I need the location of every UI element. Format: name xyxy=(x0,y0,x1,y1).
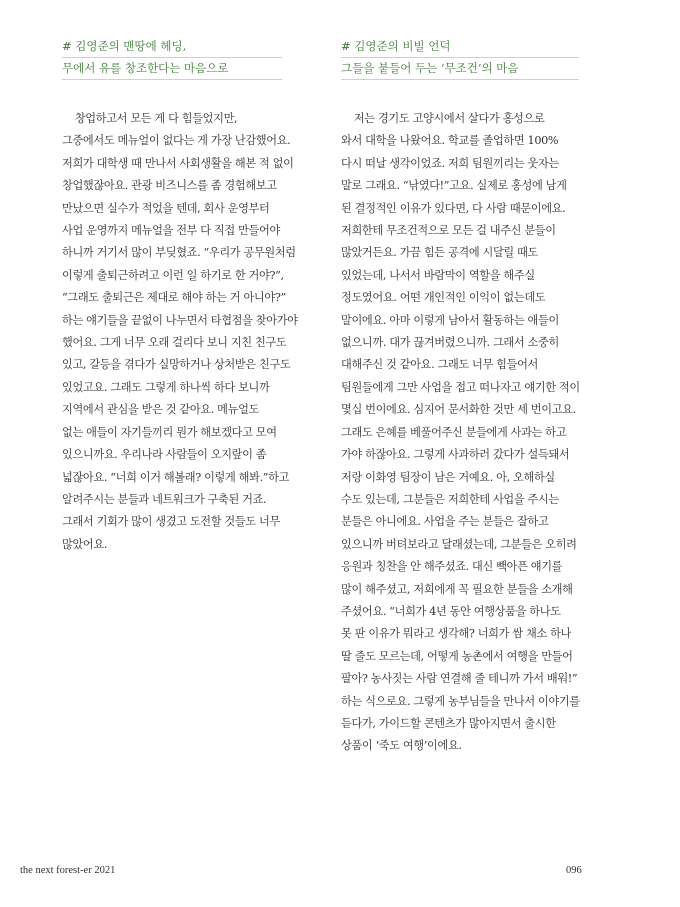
right-paragraph-line: 그래도 은혜를 베풀어주신 분들에게 사과는 하고 xyxy=(341,425,567,439)
left-paragraph-line: 저희가 대학생 때 만나서 사회생활을 해본 적 없이 xyxy=(62,156,294,170)
right-paragraph-line: 대해주신 것 같아요. 그래도 너무 힘들어서 xyxy=(341,358,539,372)
right-paragraph-line: 응원과 칭찬을 안 해주셨죠. 대신 빽아픈 얘기를 xyxy=(341,560,563,574)
right-paragraph-line: 된 결정적인 이유가 있다면, 다 사람 때문이에요. xyxy=(341,201,566,215)
left-heading-line-2: 무에서 유를 창조한다는 마음으로 xyxy=(62,58,282,80)
right-heading-line-1: # 김영준의 비빌 언덕 xyxy=(341,36,579,58)
right-paragraph-line: 저는 경기도 고양시에서 살다가 홍성으로 xyxy=(341,112,545,125)
publication-name: the next forest-er 2021 xyxy=(20,865,116,876)
right-paragraph-line: 저희한테 무조건적으로 모든 걸 내주신 분들이 xyxy=(341,224,556,238)
right-column xyxy=(341,36,579,758)
right-paragraph-line: 분들은 아니에요. 사업을 주는 분들은 잘하고 xyxy=(341,515,549,529)
left-body-text xyxy=(62,108,298,556)
left-paragraph-line: 하는 얘기들을 끝없이 나누면서 타협점을 찾아가야 xyxy=(62,313,298,327)
right-paragraph-line: 많았거든요. 가끔 힘든 공격에 시달릴 때도 xyxy=(341,246,539,260)
left-paragraph-line: 그중에서도 메뉴얼이 없다는 게 가장 난감했어요. xyxy=(62,134,291,148)
left-paragraph-line: 그래서 기회가 많이 생겼고 도전할 것들도 너무 xyxy=(62,515,280,529)
right-paragraph-line: 수도 있는데, 그분들은 저희한테 사업을 주시는 xyxy=(341,492,559,506)
left-paragraph-line: 있었고요. 그래도 그렇게 하나씩 하다 보니까 xyxy=(62,380,270,394)
left-paragraph-line: 창업했잖아요. 관광 비즈니스를 좀 경험해보고 xyxy=(62,179,277,193)
right-paragraph-line: 듣다가, 가이드할 콘텐츠가 많아지면서 출시한 xyxy=(341,716,556,730)
left-column xyxy=(62,36,298,556)
left-paragraph-line: 없는 애들이 자기들끼리 뭔가 해보겠다고 모여 xyxy=(62,425,277,439)
left-paragraph-line: 하니까 거기서 많이 부딪혔죠. “우리가 공무원처럼 xyxy=(62,246,296,260)
right-paragraph-line: 몇십 번이에요. 심지어 문서화한 것만 세 번이고요. xyxy=(341,403,576,417)
right-paragraph-line: 못 판 이유가 뭐라고 생각해? 너희가 쌈 채소 하나 xyxy=(341,627,571,641)
right-paragraph-line: 와서 대학을 나왔어요. 학교를 졸업하면 100% xyxy=(341,134,559,148)
right-paragraph-line: 있었는데, 나서서 바람막이 역할을 해주실 xyxy=(341,268,535,282)
left-paragraph-line: 창업하고서 모든 게 다 힘들었지만, xyxy=(62,112,238,125)
right-paragraph-line: 가야 하잖아요. 그렇게 사과하러 갔다가 설득돼서 xyxy=(341,448,570,462)
left-paragraph-line: 있고, 갈등을 겪다가 실망하거나 상처받은 친구도 xyxy=(62,358,291,372)
right-paragraph-line: 말이에요. 아마 이렇게 남아서 활동하는 애들이 xyxy=(341,313,559,327)
right-paragraph-line: 하는 식으로요. 그렇게 농부님들을 만나서 이야기를 xyxy=(341,694,580,708)
right-paragraph-line: 다시 떠날 생각이었죠. 저희 팀원끼리는 웃자는 xyxy=(341,156,559,170)
left-heading-line-1: # 김영준의 맨땅에 헤딩, xyxy=(62,36,282,58)
page-number: 096 xyxy=(566,865,582,876)
right-paragraph-line: 팀원들에게 그만 사업을 접고 떠나자고 얘기한 적이 xyxy=(341,380,580,394)
left-paragraph-line: 있으니까요. 우리나라 사람들이 오지랖이 좀 xyxy=(62,448,267,462)
left-paragraph-line: 넓잖아요. “너희 이거 해볼래? 이렇게 해봐.”하고 xyxy=(62,470,290,484)
left-paragraph-line: 만났으면 실수가 적었을 텐데, 회사 운영부터 xyxy=(62,201,270,215)
left-paragraph-line: 이렇게 출퇴근하려고 이런 일 하기로 한 거야?”, xyxy=(62,268,284,282)
right-paragraph-line: 저랑 이화영 팀장이 남은 거예요. 아, 오해하실 xyxy=(341,470,555,484)
left-paragraph-line: 알려주시는 분들과 네트워크가 구축된 거죠. xyxy=(62,492,267,506)
right-body-text xyxy=(341,108,579,758)
right-paragraph-line: 있으니까 버텨보라고 달래셨는데, 그분들은 오히려 xyxy=(341,537,577,551)
right-paragraph-line: 딸 줄도 모르는데, 어떻게 농촌에서 여행을 만들어 xyxy=(341,649,573,663)
right-paragraph-line: 팔아? 농사짓는 사람 연결해 줄 테니까 가서 배워!” xyxy=(341,672,578,686)
left-paragraph-line: 했어요. 그게 너무 오래 걸리다 보니 지친 친구도 xyxy=(62,336,287,350)
right-paragraph-line: 상품이 ‘죽도 여행’이에요. xyxy=(341,739,462,753)
left-paragraph-line: “그래도 출퇴근은 제대로 해야 하는 거 아니야?” xyxy=(62,291,286,305)
right-heading-line-2: 그들을 붙들어 두는 ‘무조건’의 마음 xyxy=(341,58,579,80)
left-paragraph-line: 사업 운영까지 메뉴얼을 전부 다 직접 만들어야 xyxy=(62,224,280,238)
right-paragraph-line: 많이 해주셨고, 저희에게 꼭 필요한 분들을 소개해 xyxy=(341,582,573,596)
left-paragraph-line: 지역에서 관심을 받은 것 같아요. 메뉴얼도 xyxy=(62,403,260,417)
right-paragraph-line: 정도였어요. 어떤 개인적인 이익이 없는데도 xyxy=(341,291,546,305)
right-paragraph-line: 없으니까. 대가 끊겨버렸으니까. 그래서 소중히 xyxy=(341,336,559,350)
right-paragraph-line: 주셨어요. “너희가 4년 동안 여행상품을 하나도 xyxy=(341,604,561,618)
right-paragraph-line: 말로 그래요. “낚였다!”고요. 실제로 홍성에 남게 xyxy=(341,179,567,193)
left-paragraph-line: 많았어요. xyxy=(62,537,108,551)
